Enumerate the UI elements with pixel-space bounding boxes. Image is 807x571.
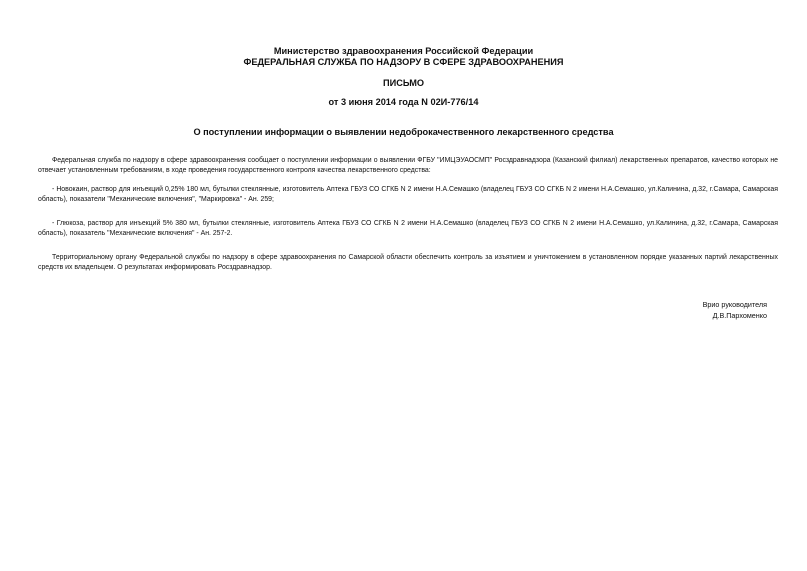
document-date-number: от 3 июня 2014 года N 02И-776/14 (328, 97, 479, 107)
paragraph-text: Территориальному органу Федеральной службы по надзору в сфере здравоохранения по Самарской области обеспечить контроль за изъятием и уничтожением в установленном порядке указанных партий лекарственных средств их владельцем. О результатах информировать Росздравнадзор. (38, 254, 778, 271)
signature-name: Д.В.Пархоменко (712, 311, 767, 320)
paragraph-item-novocaine (38, 185, 778, 205)
paragraph-intro (38, 156, 778, 176)
paragraph-instruction (38, 253, 778, 273)
service-heading: ФЕДЕРАЛЬНАЯ СЛУЖБА ПО НАДЗОРУ В СФЕРЕ ЗДРАВООХРАНЕНИЯ (243, 57, 564, 67)
document-subject: О поступлении информации о выявлении недоброкачественного лекарственного средства (193, 127, 614, 137)
document-type: ПИСЬМО (382, 78, 425, 88)
paragraph-text: - Глюкоза, раствор для инъекций 5% 380 мл, бутылки стеклянные, изготовитель Аптека ГБУЗ СО СГКБ N 2 имени Н.А.Семашко (владелец ГБУЗ СО СГКБ N 2 имени Н.А.Семашко, ул.Калинина, д.32, г.Самара, Самарская область), показатель "Механические включения" - Ан. 257-2. (38, 220, 778, 237)
paragraph-text: - Новокаин, раствор для инъекций 0,25% 180 мл, бутылки стеклянные, изготовитель Аптека ГБУЗ СО СГКБ N 2 имени Н.А.Семашко (владелец ГБУЗ СО СГКБ N 2 имени Н.А.Семашко, ул.Калинина, д.32, г.Самара, Самарская область), показатели "Механические включения", "Маркировка" - Ан. 259; (38, 186, 778, 203)
paragraph-item-glucose (38, 219, 778, 239)
paragraph-text: Федеральная служба по надзору в сфере здравоохранения сообщает о поступлении информации о выявлении ФГБУ "ИМЦЭУАОСМП" Росздравнадзора (Казанский филиал) лекарственных препаратов, качество которых не отвечает установленным требованиям, в ходе проведения государственного контроля качества лекарственного средства: (38, 157, 778, 174)
ministry-heading: Министерство здравоохранения Российской Федерации (273, 46, 534, 56)
signature-title: Врио руководителя (702, 300, 767, 309)
